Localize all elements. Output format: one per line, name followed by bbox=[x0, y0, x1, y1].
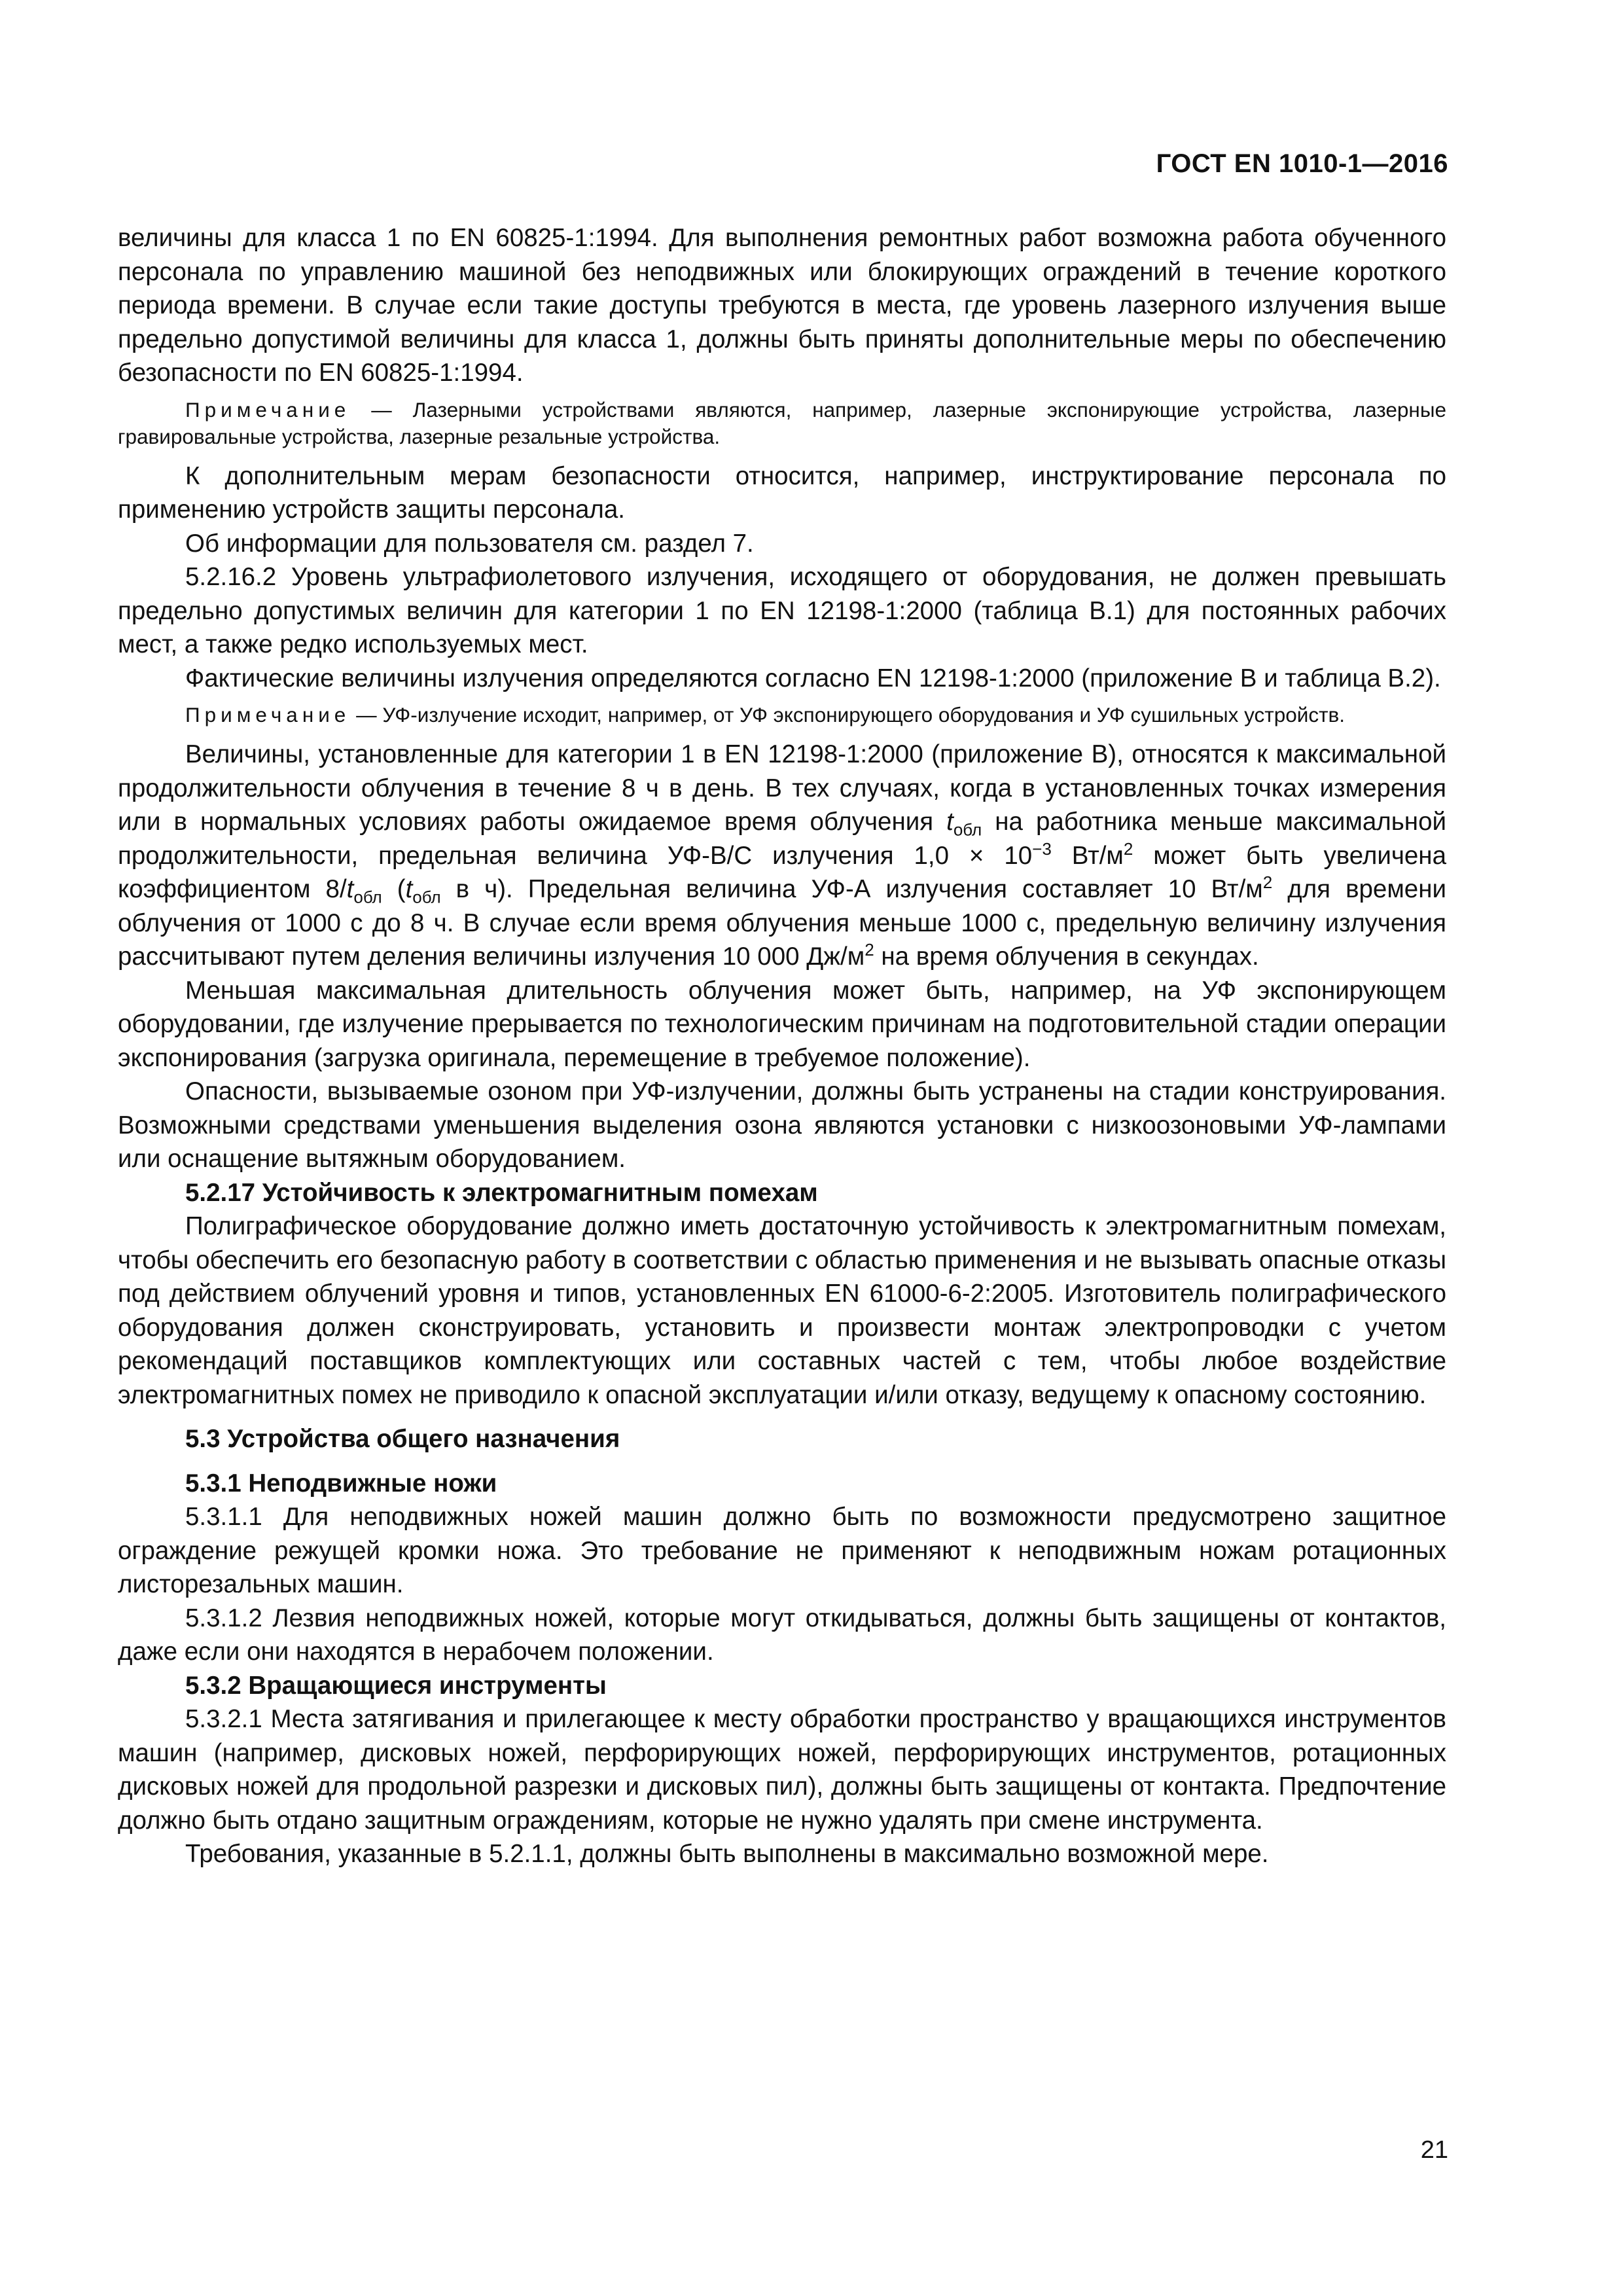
superscript: 2 bbox=[1123, 838, 1133, 859]
text-run: в ч). Предельная величина УФ-А излучения составляет 10 Вт/м bbox=[440, 875, 1263, 903]
paragraph: Меньшая максимальная длительность облучения может быть, например, на УФ экспонирующем оборудовании, где излучение прерывается по технологическим причинам на подготовительной стадии операции экспонирования (загрузка оригинала, перемещение в требуемое положение). bbox=[118, 976, 1446, 1072]
paragraph: 5.2.16.2 Уровень ультрафиолетового излучения, исходящего от оборудования, не должен превышать предельно допустимых величин для категории 1 по EN 12198-1:2000 (таблица В.1) для постоянных рабочих мест, а также редко используемых мест. bbox=[118, 563, 1446, 658]
section-heading: 5.3 Устройства общего назначения bbox=[185, 1425, 620, 1453]
text-run: Величины, установленные для категории 1 в EN 12198-1:2000 (приложение В), относятся к максимальной продолжительности облучения в течение 8 ч в день. В тех случаях, когда в установленных точках измерения или в нормальных условиях работы ожидаемое время облучения bbox=[118, 740, 1446, 836]
text-run: ( bbox=[382, 875, 406, 903]
subscript: обл bbox=[353, 887, 382, 907]
symbol-t: t bbox=[346, 875, 354, 903]
section-heading: 5.3.2 Вращающиеся инструменты bbox=[185, 1671, 607, 1700]
page-number: 21 bbox=[1420, 2136, 1448, 2164]
text-run: для времени облучения от 1000 с до 8 ч. В случае если время облучения меньше 1000 с, предельную величину излучения рассчитывают путем деления величины излучения 10 000 Дж/м bbox=[118, 875, 1446, 971]
paragraph: Полиграфическое оборудование должно иметь достаточную устойчивость к электромагнитным помехам, чтобы обеспечить его безопасную работу в соответствии с областью применения и не вызывать опасные отказы под действием облучений уровня и типов, установленных EN 61000-6-2:2005. Изготовитель полиграфического оборудования должен сконструировать, установить и произвести монтаж электропроводки с учетом рекомендаций поставщиков комплектующих или составных частей с тем, чтобы любое воздействие электромагнитных помех не приводило к опасной эксплуатации и/или отказу, ведущему к опасному состоянию. bbox=[118, 1212, 1446, 1409]
paragraph: 5.3.1.2 Лезвия неподвижных ножей, которые могут откидываться, должны быть защищены от контактов, даже если они находятся в нерабочем положении. bbox=[118, 1604, 1446, 1666]
text-run: на время облучения в секундах. bbox=[874, 942, 1259, 971]
text-run: Вт/м bbox=[1051, 841, 1124, 870]
subscript: обл bbox=[412, 887, 441, 907]
document-body bbox=[118, 221, 1446, 1871]
symbol-t: t bbox=[405, 875, 413, 903]
note bbox=[118, 397, 1446, 450]
document-header: ГОСТ EN 1010-1—2016 bbox=[1156, 149, 1448, 178]
note-label: Примечание bbox=[185, 703, 351, 726]
subscript: обл bbox=[953, 819, 982, 840]
paragraph: 5.3.1.1 Для неподвижных ножей машин должно быть по возможности предусмотрено защитное ограждение режущей кромки ножа. Это требование не применяют к неподвижным ножам ротационных листорезальных машин. bbox=[118, 1503, 1446, 1598]
section-heading: 5.3.1 Неподвижные ножи bbox=[185, 1469, 497, 1498]
section-heading: 5.2.17 Устойчивость к электромагнитным помехам bbox=[185, 1178, 818, 1207]
note bbox=[118, 702, 1446, 728]
paragraph: Об информации для пользователя см. раздел 7. bbox=[185, 529, 754, 558]
superscript: −3 bbox=[1032, 838, 1052, 859]
text-run: на работника меньше максимальной продолжительности, предельная величина УФ-В/С излучения 1,0 × 10 bbox=[118, 808, 1446, 870]
paragraph: величины для класса 1 по EN 60825-1:1994. Для выполнения ремонтных работ возможна работа обученного персонала по управлению машиной без неподвижных или блокирующих ограждений в течение короткого периода времени. В случае если такие доступы требуются в места, где уровень лазерного излучения выше предельно допустимой величины для класса 1, должны быть приняты дополнительные меры по обеспечению безопасности по EN 60825-1:1994. bbox=[118, 224, 1446, 387]
superscript: 2 bbox=[865, 940, 874, 960]
paragraph: Опасности, вызываемые озоном при УФ-излучении, должны быть устранены на стадии конструирования. Возможными средствами уменьшения выделения озона являются установки с низкоозоновыми УФ-лампами или оснащение вытяжным оборудованием. bbox=[118, 1077, 1446, 1173]
paragraph: 5.3.2.1 Места затягивания и прилегающее к месту обработки пространство у вращающихся инструментов машин (например, дисковых ножей, перфорирующих ножей, перфорирующих инструментов, ротационных дисковых ножей для продольной разрезки и дисковых пил), должны быть защищены от контакта. Предпочтение должно быть отдано защитным ограждениям, которые не нужно удалять при смене инструмента. bbox=[118, 1705, 1446, 1835]
paragraph: К дополнительным мерам безопасности относится, например, инструктирование персонала по применению устройств защиты персонала. bbox=[118, 461, 1446, 524]
note-text: — Лазерными устройствами являются, например, лазерные экспонирующие устройства, лазерные гравировальные устройства, лазерные резальные устройства. bbox=[118, 397, 1446, 448]
paragraph: Требования, указанные в 5.2.1.1, должны быть выполнены в максимально возможной мере. bbox=[185, 1840, 1269, 1868]
note-text: — УФ-излучение исходит, например, от УФ экспонирующего оборудования и УФ сушильных устройств. bbox=[350, 703, 1346, 726]
paragraph-uv-limits bbox=[118, 738, 1446, 974]
note-label: Примечание bbox=[185, 397, 351, 422]
superscript: 2 bbox=[1262, 872, 1273, 893]
text-run: может быть увеличена коэффициентом 8/ bbox=[118, 841, 1446, 903]
symbol-t: t bbox=[946, 808, 954, 836]
paragraph: Фактические величины излучения определяются согласно EN 12198-1:2000 (приложение В и таблица В.2). bbox=[185, 664, 1441, 692]
